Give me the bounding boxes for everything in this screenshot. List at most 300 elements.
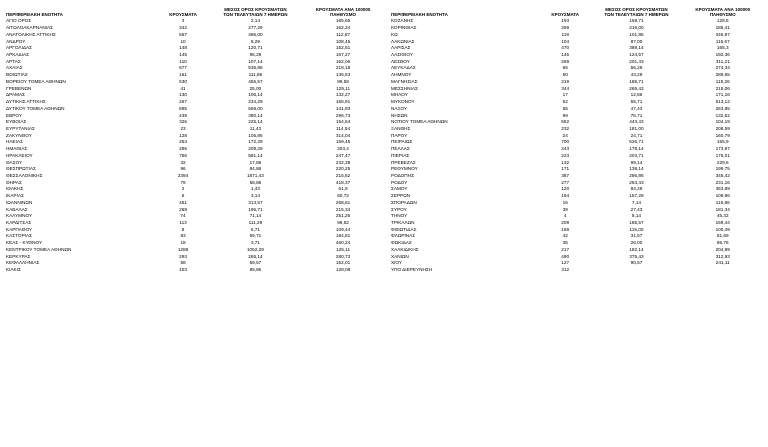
table-body-left	[4, 19, 385, 274]
cell-7day-average: 185,71	[629, 79, 644, 84]
cell-cases-per-100000: 136,53	[335, 72, 351, 78]
cell-regional-unit: ΚΟΖΑΝΗΣ	[390, 18, 414, 24]
cell-7day-average: 84,86	[249, 166, 262, 172]
cell-7day-average: 3,14	[250, 193, 260, 199]
cell-cases: 470	[561, 45, 570, 51]
cell-cases: 50	[562, 72, 568, 78]
table-row	[4, 86, 385, 93]
cell-regional-unit: ΘΕΣΣΑΛΟΝΙΚΗΣ	[6, 173, 43, 178]
cell-cases: 490	[561, 253, 570, 259]
cell-regional-unit: ΙΚΑΡΙΑΣ	[6, 193, 25, 199]
cell-cases-per-100000: 263,95	[715, 105, 730, 111]
cell-regional-unit: ΛΗΜΝΟΥ	[390, 72, 412, 78]
cell-cases: 567	[179, 31, 187, 37]
table-header-row	[389, 6, 764, 19]
cell-cases-per-100000: 162,06	[335, 58, 351, 64]
table-row	[4, 126, 385, 133]
table-row	[4, 92, 385, 99]
cell-cases: 24	[562, 132, 568, 138]
table-row	[389, 25, 764, 32]
cell-7day-average: 11,43	[249, 126, 262, 131]
cell-7day-average: 203,71	[629, 152, 644, 158]
cell-cases: 145	[179, 52, 187, 58]
cell-cases-per-100000: 418,37	[335, 179, 351, 185]
cell-regional-unit: ΦΛΩΡΙΝΑΣ	[390, 233, 416, 239]
cell-cases: 42	[562, 233, 568, 239]
table-row	[389, 66, 764, 73]
cell-7day-average: 111,29	[248, 220, 263, 225]
cell-cases: 41	[180, 85, 186, 91]
column-header-cases-per-100000-line2: ΠΛΗΘΥΣΜΟ	[709, 11, 736, 17]
cell-cases-per-100000: 46,32	[716, 213, 729, 219]
cell-cases-per-100000: 204,89	[715, 246, 730, 252]
table-row	[4, 254, 385, 261]
cell-regional-unit: ΜΕΣΣΗΝΙΑΣ	[390, 85, 418, 91]
cell-7day-average: 58,86	[249, 179, 262, 185]
cell-regional-unit: ΧΑΝΙΩΝ	[390, 253, 409, 259]
table-row	[389, 160, 764, 167]
cell-regional-unit: ΑΝΔΡΟΥ	[6, 38, 26, 44]
cell-regional-unit: ΑΡΚΑΔΙΑΣ	[6, 52, 29, 58]
table-row	[4, 139, 385, 146]
cell-cases-per-100000: 311,21	[715, 58, 730, 64]
cell-7day-average: 1,43	[250, 186, 260, 192]
cell-regional-unit: ΠΑΡΟΥ	[390, 132, 408, 138]
table-row	[389, 267, 764, 274]
cell-regional-unit: ΙΘΑΚΗΣ	[6, 186, 24, 192]
table-row	[4, 72, 385, 79]
cell-7day-average: 59,71	[249, 233, 262, 239]
cell-7day-average: 172,29	[248, 139, 263, 145]
cell-cases-per-100000: 165,65	[335, 18, 351, 24]
cell-cases: 119	[561, 31, 569, 37]
cell-7day-average: 27,43	[630, 206, 643, 212]
cell-7day-average: 101,86	[629, 31, 644, 37]
cell-cases: 756	[179, 152, 187, 158]
cell-cases: 530	[179, 79, 187, 84]
cell-cases-per-100000: 165,91	[335, 99, 351, 105]
cell-cases: 120	[561, 186, 570, 192]
cell-cases: 451	[179, 199, 187, 205]
cell-cases: 552	[561, 119, 570, 125]
cell-cases: 103	[179, 267, 187, 273]
cell-7day-average: 559,00	[248, 105, 263, 111]
cell-cases-per-100000: 115,96	[715, 199, 730, 205]
table-row	[389, 193, 764, 200]
cell-cases: 2394	[177, 173, 189, 178]
cell-cases: 439	[179, 112, 187, 118]
cell-7day-average: 535,86	[248, 65, 263, 71]
cell-cases: 2	[181, 186, 185, 192]
cell-cases-per-100000: 232,39	[335, 159, 351, 165]
cell-regional-unit: ΔΥΤΙΚΗΣ ΑΤΤΙΚΗΣ	[6, 99, 46, 105]
cell-cases: 342	[179, 25, 187, 31]
cell-cases: 194	[561, 193, 570, 199]
cell-cases-per-100000: 160,79	[715, 132, 730, 138]
cell-7day-average: 99,14	[630, 159, 643, 165]
cell-regional-unit: ΦΩΚΙΔΑΣ	[390, 240, 412, 246]
cell-7day-average: 3,71	[250, 240, 260, 246]
cell-cases-per-100000: 116,67	[715, 38, 730, 44]
cell-cases-per-100000: 132,62	[715, 112, 730, 118]
cell-cases-per-100000: 215,62	[335, 173, 351, 178]
cell-cases-per-100000: 345,42	[715, 173, 730, 178]
cell-cases: 17	[562, 92, 568, 98]
cell-regional-unit: ΣΥΡΟΥ	[390, 206, 407, 212]
cell-cases-per-100000: 109,44	[335, 226, 351, 232]
cell-7day-average: 443,43	[629, 119, 644, 125]
cell-cases: 65	[562, 65, 568, 71]
table-row	[389, 39, 764, 46]
cell-regional-unit: ΑΝΑΤΟΛΙΚΗΣ ΑΤΤΙΚΗΣ	[6, 31, 56, 37]
cell-7day-average: 25,00	[249, 85, 262, 91]
column-header-7day-average-line2: ΤΩΝ ΤΕΛΕΥΤΑΙΩΝ 7 ΗΜΕΡΩΝ	[604, 11, 669, 17]
cell-7day-average: 26,00	[630, 240, 643, 246]
cell-cases-per-100000: 185,41	[715, 25, 730, 31]
cell-cases: 4	[563, 213, 567, 219]
cell-regional-unit: ΦΘΙΩΤΙΔΑΣ	[390, 226, 417, 232]
cell-cases: 193	[561, 18, 570, 24]
cell-regional-unit: ΞΑΝΘΗΣ	[390, 126, 411, 131]
cell-cases-per-100000: 218,18	[335, 65, 351, 71]
cell-regional-unit: ΛΑΚΩΝΙΑΣ	[390, 38, 415, 44]
cell-7day-average: 465,57	[248, 79, 263, 84]
table-row	[4, 173, 385, 180]
cell-cases: 219	[561, 79, 570, 84]
cell-cases: 344	[561, 85, 570, 91]
table-row	[4, 66, 385, 73]
column-header-cases-per-100000-line2: ΠΛΗΘΥΣΜΟ	[330, 11, 356, 17]
table-header-right	[389, 6, 764, 19]
cell-cases-per-100000: 289,65	[715, 72, 730, 78]
column-header-cases-line1: ΚΡΟΥΣΜΑΤΑ	[169, 11, 197, 17]
cell-cases-per-100000: 268,61	[335, 199, 351, 205]
cell-regional-unit: ΚΕΑΣ - ΚΥΘΝΟΥ	[6, 240, 43, 246]
cell-cases-per-100000: 345,97	[715, 31, 730, 37]
column-header-cases-line1: ΚΡΟΥΣΜΑΤΑ	[551, 11, 580, 17]
cell-7day-average: 201,43	[629, 58, 644, 64]
table-row	[389, 240, 764, 247]
table-row	[389, 133, 764, 140]
cell-regional-unit: ΜΑΓΝΗΣΙΑΣ	[390, 79, 418, 84]
cell-cases-per-100000: 109,96	[715, 193, 730, 199]
cell-7day-average: 56,29	[630, 65, 643, 71]
cell-regional-unit: ΚΑΒΑΛΑΣ	[6, 206, 28, 212]
cell-cases: 127	[561, 260, 570, 266]
table-row	[4, 240, 385, 247]
cell-cases-per-100000: 215,34	[335, 206, 351, 212]
cell-cases: 93	[180, 233, 186, 239]
cell-cases: 113	[179, 220, 187, 225]
table-row	[389, 32, 764, 39]
cell-cases: 161	[179, 72, 187, 78]
cell-7day-average: 55,71	[630, 99, 643, 105]
table-row	[4, 220, 385, 227]
table-row	[4, 187, 385, 194]
table-row	[389, 166, 764, 173]
cell-cases: 209	[561, 220, 570, 225]
cell-regional-unit: ΕΥΒΟΙΑΣ	[6, 119, 27, 125]
cell-cases: 254	[179, 139, 187, 145]
cell-cases-per-100000: 274,34	[715, 65, 730, 71]
cell-cases: 232	[561, 126, 570, 131]
cell-cases: 269	[561, 58, 570, 64]
table-row	[4, 113, 385, 120]
cell-cases: 23	[180, 126, 186, 131]
cell-regional-unit: ΣΕΡΡΩΝ	[390, 193, 411, 199]
cell-cases: 171	[561, 166, 570, 172]
table-row	[389, 227, 764, 234]
table-row	[389, 146, 764, 153]
table-row	[4, 260, 385, 267]
table-row	[4, 267, 385, 274]
cell-cases-per-100000: 125,11	[336, 246, 351, 252]
table-row	[4, 39, 385, 46]
cell-cases-per-100000: 100,49	[715, 226, 730, 232]
cell-regional-unit: ΠΙΕΡΙΑΣ	[390, 152, 410, 158]
table-row	[4, 133, 385, 140]
cell-cases-per-100000: 114,54	[336, 126, 351, 131]
cell-regional-unit: ΘΕΣΠΡΩΤΙΑΣ	[6, 166, 36, 172]
cell-regional-unit: ΡΕΘΥΜΝΟΥ	[390, 166, 418, 172]
cell-regional-unit: ΠΕΛΛΑΣ	[390, 146, 410, 152]
cell-7day-average: 8,29	[250, 38, 260, 44]
table-row	[389, 220, 764, 227]
cell-cases-per-100000: 241,11	[715, 260, 730, 266]
cell-cases: 18	[180, 240, 186, 246]
table-row	[4, 166, 385, 173]
table-row	[389, 126, 764, 133]
cell-regional-unit: ΖΑΚΥΝΘΟΥ	[6, 132, 32, 138]
table-row	[4, 247, 385, 254]
cell-7day-average: 84,29	[630, 186, 643, 192]
table-row	[389, 139, 764, 146]
cell-cases: 130	[179, 92, 187, 98]
cell-regional-unit: ΝΟΤΙΟΥ ΤΟΜΕΑ ΑΘΗΝΩΝ	[390, 119, 448, 125]
cell-cases: 8	[181, 226, 185, 232]
cell-cases-per-100000: 141,93	[335, 105, 351, 111]
cell-7day-average: 95,29	[249, 52, 262, 58]
cell-cases-per-100000: 173,97	[715, 146, 730, 152]
cell-regional-unit: ΚΕΝΤΡΙΚΟΥ ΤΟΜΕΑ ΑΘΗΝΩΝ	[6, 246, 72, 252]
cell-7day-average: 185,57	[629, 220, 644, 225]
cell-7day-average: 7,14	[631, 199, 642, 205]
cell-cases-per-100000: 251,26	[335, 213, 351, 219]
table-row	[4, 45, 385, 52]
table-row	[4, 25, 385, 32]
cell-7day-average: 43,29	[630, 72, 643, 78]
cell-cases-per-100000: 176,01	[715, 152, 730, 158]
cell-7day-average: 265,14	[248, 253, 263, 259]
cell-7day-average: 1052,29	[246, 246, 264, 252]
table-row	[4, 153, 385, 160]
table-row	[4, 213, 385, 220]
cell-cases-per-100000: 208,59	[715, 126, 730, 131]
cell-regional-unit: ΗΛΕΙΑΣ	[6, 139, 23, 145]
cell-cases: 10	[180, 38, 186, 44]
table-row	[389, 180, 764, 187]
cell-cases-per-100000: 280,73	[335, 253, 351, 259]
regional-units-table-left	[4, 6, 385, 274]
cell-cases: 269	[179, 206, 187, 212]
cell-cases: 677	[179, 65, 187, 71]
cell-cases-per-100000: 247,47	[335, 152, 351, 158]
table-row	[4, 106, 385, 113]
cell-cases-per-100000: 99,52	[337, 220, 349, 225]
cell-7day-average: 225,14	[248, 119, 263, 125]
cell-regional-unit: ΕΥΡΥΤΑΝΙΑΣ	[6, 126, 35, 131]
table-row	[389, 234, 764, 241]
cell-7day-average: 8,14	[631, 213, 642, 219]
cell-7day-average: 375,43	[629, 253, 644, 259]
cell-regional-unit: ΚΑΛΥΜΝΟΥ	[6, 213, 33, 219]
cell-regional-unit: ΘΑΣΟΥ	[6, 159, 23, 165]
cell-cases: 387	[561, 173, 570, 178]
cell-7day-average: 277,29	[248, 25, 263, 31]
cell-regional-unit: ΝΑΞΟΥ	[390, 105, 408, 111]
cell-cases: 145	[561, 52, 570, 58]
cell-cases-per-100000: 513,12	[715, 99, 730, 105]
table-row	[389, 59, 764, 66]
cell-cases-per-100000: 89,58	[337, 79, 349, 84]
cell-cases-per-100000: 165,3	[716, 45, 729, 51]
cell-7day-average: 124,57	[629, 52, 644, 58]
cell-7day-average: 106,14	[248, 92, 263, 98]
cell-regional-unit: ΑΡΓΟΛΙΔΑΣ	[6, 45, 32, 51]
cell-7day-average: 380,14	[248, 112, 263, 118]
cell-cases: 96	[180, 166, 186, 172]
cell-regional-unit: ΣΑΜΟΥ	[390, 186, 408, 192]
table-row	[389, 213, 764, 220]
cell-7day-average: 234,29	[248, 99, 263, 105]
cell-cases: 32	[180, 159, 186, 165]
column-header-cases	[156, 6, 209, 19]
cell-regional-unit: ΚΑΡΠΑΘΟΥ	[6, 226, 33, 232]
cell-7day-average: 31,57	[630, 233, 643, 239]
cell-regional-unit: ΠΕΙΡΑΙΩΣ	[390, 139, 413, 145]
table-row	[389, 52, 764, 59]
cell-regional-unit: ΝΗΣΩΝ	[390, 112, 408, 118]
cell-7day-average: 181,00	[629, 126, 644, 131]
cell-7day-average: 71,14	[249, 213, 262, 219]
table-row	[4, 146, 385, 153]
cell-cases: 217	[561, 246, 570, 252]
cell-cases-per-100000: 86,76	[716, 240, 729, 246]
cell-cases-per-100000: 314,04	[335, 132, 351, 138]
cell-regional-unit: ΑΓΙΟ ΟΡΟΣ	[6, 18, 32, 24]
cell-regional-unit: ΤΡΙΚΑΛΩΝ	[390, 220, 415, 225]
table-row	[4, 207, 385, 214]
table-row	[389, 200, 764, 207]
table-row	[4, 193, 385, 200]
column-header-regional-unit-line1: ΠΕΡΙΦΕΡΕΙΑΚΗ ΕΝΟΤΗΤΑ	[6, 11, 63, 17]
table-row	[389, 79, 764, 86]
cell-cases: 74	[180, 213, 186, 219]
cell-regional-unit: ΚΕΦΑΛΛΗΝΙΑΣ	[6, 260, 40, 266]
cell-7day-average: 263,43	[629, 179, 644, 185]
table-row	[4, 160, 385, 167]
cell-7day-average: 76,71	[630, 112, 643, 118]
table-row	[4, 99, 385, 106]
cell-7day-average: 216,00	[629, 25, 644, 31]
table-row	[389, 99, 764, 106]
cell-7day-average: 157,29	[629, 193, 644, 199]
cell-cases-per-100000: 460,24	[335, 240, 351, 246]
cell-7day-average: 178,14	[629, 146, 644, 152]
cell-regional-unit: ΘΗΡΑΣ	[6, 179, 22, 185]
cell-cases: 293	[179, 253, 187, 259]
regional-units-table-right	[389, 6, 764, 274]
cell-cases: 148	[179, 45, 187, 51]
cell-regional-unit: ΔΥΤΙΚΟΥ ΤΟΜΕΑ ΑΘΗΝΩΝ	[6, 105, 65, 111]
cell-cases: 52	[562, 99, 568, 105]
table-row	[4, 79, 385, 86]
table-row	[4, 59, 385, 66]
column-header-cases	[539, 6, 592, 19]
cell-7day-average: 626,71	[629, 139, 644, 145]
cell-cases-per-100000: 312,93	[715, 253, 730, 259]
table-row	[389, 72, 764, 79]
table-row	[389, 247, 764, 254]
cell-cases-per-100000: 162,24	[335, 25, 351, 31]
cell-regional-unit: ΡΟΔΟΥ	[390, 179, 408, 185]
table-row	[389, 173, 764, 180]
cell-cases: 99	[562, 112, 568, 118]
cell-regional-unit: ΔΡΑΜΑΣ	[6, 92, 25, 98]
cell-cases: 128	[179, 132, 187, 138]
cell-7day-average: 111,86	[248, 72, 263, 78]
cell-regional-unit: ΚΟΡΙΝΘΙΑΣ	[390, 25, 417, 31]
cell-regional-unit: ΤΗΝΟΥ	[390, 213, 408, 219]
cell-7day-average: 17,86	[249, 159, 262, 165]
cell-regional-unit: ΒΟΙΩΤΙΑΣ	[6, 72, 28, 78]
cell-cases-per-100000: 104,19	[715, 119, 730, 125]
cell-regional-unit: ΑΡΤΑΣ	[6, 58, 21, 64]
cell-cases: 6	[181, 193, 185, 199]
cell-7day-average: 90,57	[630, 260, 643, 266]
column-header-7day-average	[210, 6, 301, 19]
cell-cases: 326	[179, 119, 187, 125]
cell-7day-average: 209,29	[248, 146, 263, 152]
cell-cases: 1288	[177, 246, 189, 252]
cell-cases-per-100000: 296,73	[335, 112, 351, 118]
table-row	[389, 153, 764, 160]
cell-cases: 223	[561, 152, 570, 158]
cell-cases: 55	[562, 105, 568, 111]
cell-cases: 286	[179, 146, 187, 152]
table-header-row	[4, 6, 385, 19]
table-header-left	[4, 6, 385, 19]
cell-cases: 35	[562, 240, 568, 246]
cell-7day-average: 159,71	[629, 18, 644, 24]
cell-cases-per-100000: 162,01	[335, 260, 351, 266]
cell-regional-unit: ΧΑΛΚΙΔΙΚΗΣ	[390, 246, 419, 252]
cell-cases-per-100000: 363,89	[715, 186, 730, 192]
cell-cases: 79	[180, 179, 186, 185]
cell-7day-average: 120,71	[248, 45, 263, 51]
cell-cases-per-100000: 132,27	[335, 92, 351, 98]
cell-regional-unit: ΚΙΛΚΙΣ	[6, 267, 21, 273]
cell-cases-per-100000: 184,81	[335, 233, 351, 239]
cell-cases: 159	[561, 226, 570, 232]
table-row	[389, 207, 764, 214]
table-row	[4, 19, 385, 26]
cell-cases: 3	[181, 18, 185, 24]
cell-cases: 16	[562, 199, 568, 205]
cell-7day-average: 47,43	[630, 105, 643, 111]
cell-7day-average: 107,14	[248, 58, 263, 64]
cell-regional-unit: ΛΑΡΙΣΑΣ	[390, 45, 411, 51]
